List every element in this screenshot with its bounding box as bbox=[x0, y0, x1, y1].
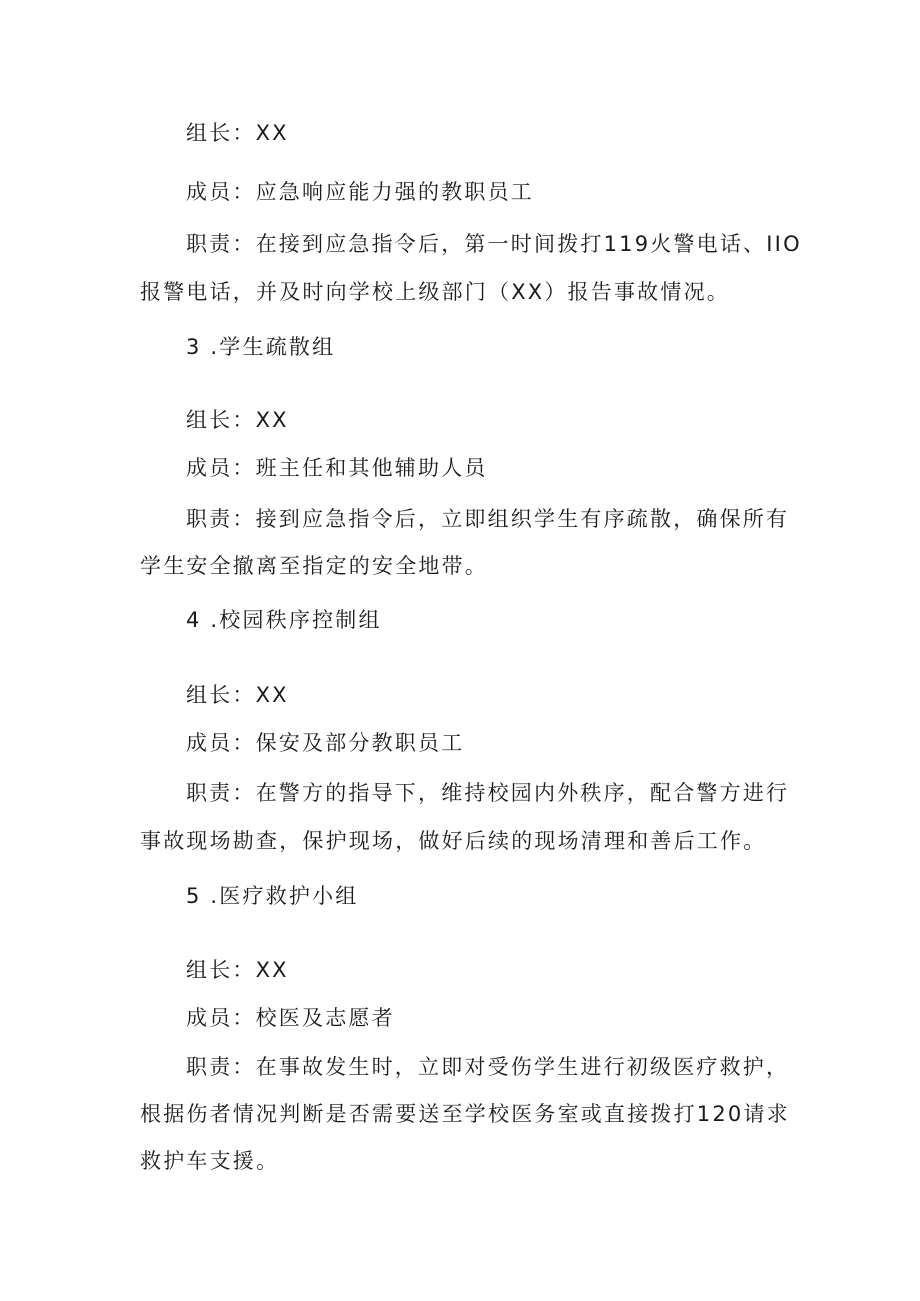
group4-duty-line2: 事故现场勘查，保护现场，做好后续的现场清理和善后工作。 bbox=[140, 829, 767, 853]
group3-members: 成员：班主任和其他辅助人员 bbox=[186, 456, 488, 480]
group4-members: 成员：保安及部分教职员工 bbox=[186, 731, 465, 755]
group3-duty-line1: 职责：接到应急指令后，立即组织学生有序疏散，确保所有 bbox=[186, 507, 790, 531]
group5-duty-line2: 根据伤者情况判断是否需要送至学校医务室或直接拨打120请求 bbox=[140, 1102, 790, 1126]
group5-leader: 组长：XX bbox=[186, 958, 289, 982]
group2-duty-line1: 职责：在接到应急指令后，第一时间拨打119火警电话、IIO bbox=[186, 232, 802, 256]
group4-heading: 4 .校园秩序控制组 bbox=[186, 608, 382, 632]
group3-duty-line2: 学生安全撤离至指定的安全地带。 bbox=[140, 554, 488, 578]
group5-heading: 5 .医疗救护小组 bbox=[186, 884, 359, 908]
group5-duty-line3: 救护车支援。 bbox=[140, 1149, 280, 1173]
group3-heading: 3 .学生疏散组 bbox=[186, 335, 336, 359]
group2-duty-line2: 报警电话，并及时向学校上级部门（XX）报告事故情况。 bbox=[140, 280, 730, 304]
group2-leader: 组长：XX bbox=[186, 121, 289, 145]
group5-duty-line1: 职责：在事故发生时，立即对受伤学生进行初级医疗救护， bbox=[186, 1055, 790, 1079]
group4-leader: 组长：XX bbox=[186, 683, 289, 707]
group5-members: 成员：校医及志愿者 bbox=[186, 1006, 395, 1030]
group2-members: 成员：应急响应能力强的教职员工 bbox=[186, 180, 534, 204]
group4-duty-line1: 职责：在警方的指导下，维持校园内外秩序，配合警方进行 bbox=[186, 781, 790, 805]
group3-leader: 组长：XX bbox=[186, 408, 289, 432]
